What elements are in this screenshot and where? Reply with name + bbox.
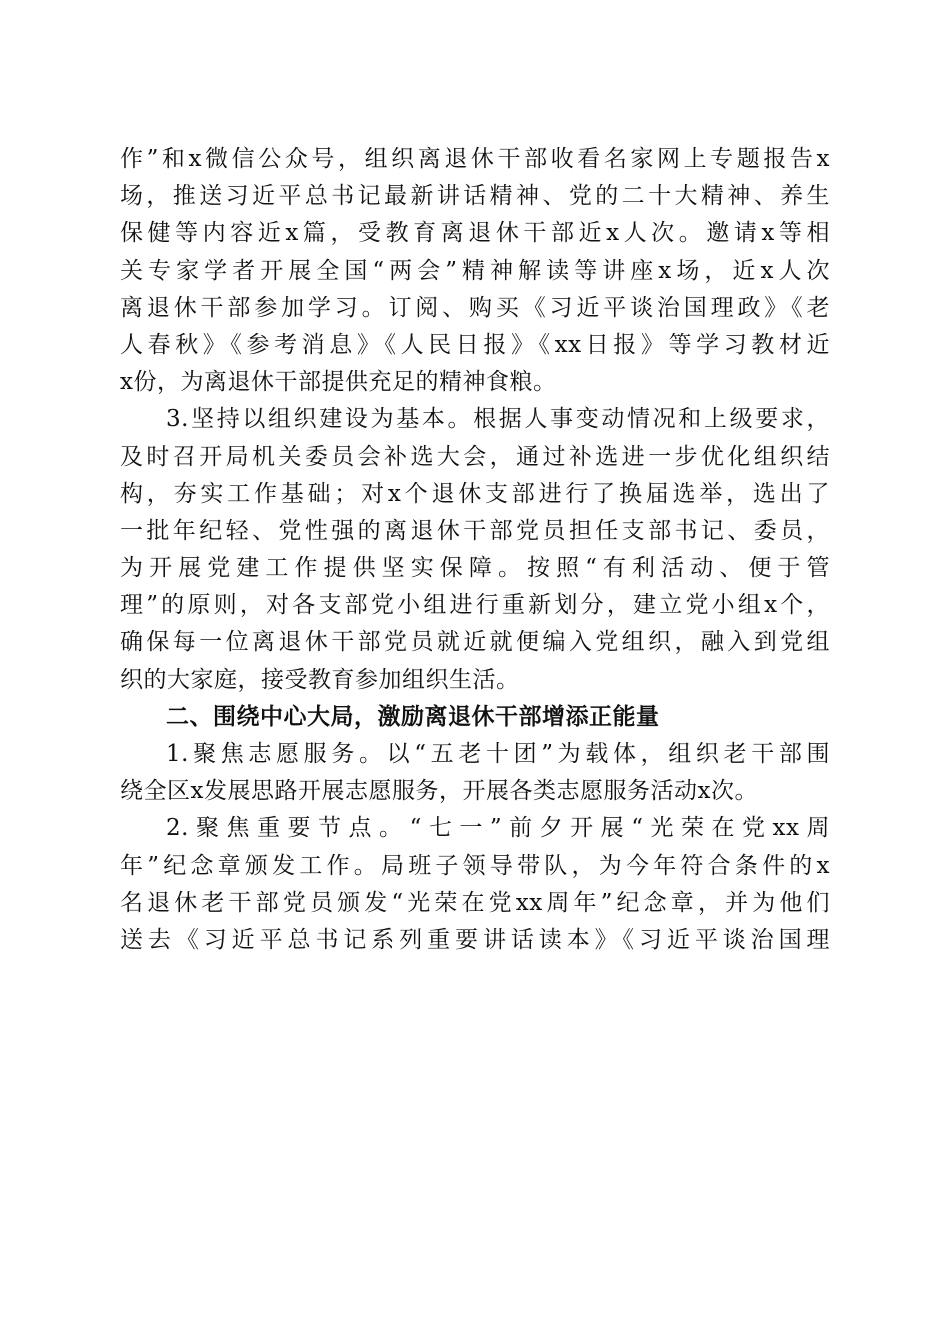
text-line: 保健等内容近x篇，受教育离退休干部近x人次。邀请x等相: [120, 220, 830, 247]
text-line: 构，夯实工作基础；对x个退休支部进行了换届选举，选出了: [120, 480, 830, 507]
text-line: 确保每一位离退休干部党员就近就便编入党组织，融入到党组: [120, 629, 830, 656]
text-line: 离退休干部参加学习。订阅、购买《习近平谈治国理政》《老: [120, 294, 830, 321]
paragraph-start-line: 3.坚持以组织建设为基本。根据人事变动情况和上级要求，: [166, 406, 830, 433]
text-line: 年”纪念章颁发工作。局班子领导带队，为今年符合条件的x: [120, 852, 830, 879]
section-heading: 二、围绕中心大局，激励离退休干部增添正能量: [166, 703, 660, 730]
text-line: 场，推送习近平总书记最新讲话精神、党的二十大精神、养生: [120, 183, 830, 210]
document-body: [120, 141, 830, 959]
text-line: 及时召开局机关委员会补选大会，通过补选进一步优化组织结: [120, 443, 830, 470]
text-line: x份，为离退休干部提供充足的精神食粮。: [120, 369, 557, 396]
text-line: 织的大家庭，接受教育参加组织生活。: [120, 666, 520, 693]
text-line: 名退休老干部党员颁发“光荣在党xx周年”纪念章，并为他们: [120, 889, 830, 916]
paragraph-start-line: 1.聚焦志愿服务。以“五老十团”为载体，组织老干部围: [166, 741, 830, 767]
text-line: 送去《习近平总书记系列重要讲话读本》《习近平谈治国理: [120, 926, 830, 953]
text-line: 为开展党建工作提供坚实保障。按照“有利活动、便于管: [120, 555, 830, 582]
text-line: 关专家学者开展全国“两会”精神解读等讲座x场，近x人次: [120, 257, 830, 284]
text-line: 一批年纪轻、党性强的离退休干部党员担任支部书记、委员，: [120, 517, 830, 544]
text-line: 人春秋》《参考消息》《人民日报》《xx日报》等学习教材近: [120, 331, 830, 358]
text-line: 理”的原则，对各支部党小组进行重新划分，建立党小组x个，: [120, 592, 830, 619]
text-line: 作”和x微信公众号，组织离退休干部收看名家网上专题报告x: [120, 146, 830, 172]
text-line: 绕全区x发展思路开展志愿服务，开展各类志愿服务活动x次。: [120, 778, 758, 805]
paragraph-start-line: 2.聚焦重要节点。“七一”前夕开展“光荣在党xx周: [166, 815, 830, 842]
